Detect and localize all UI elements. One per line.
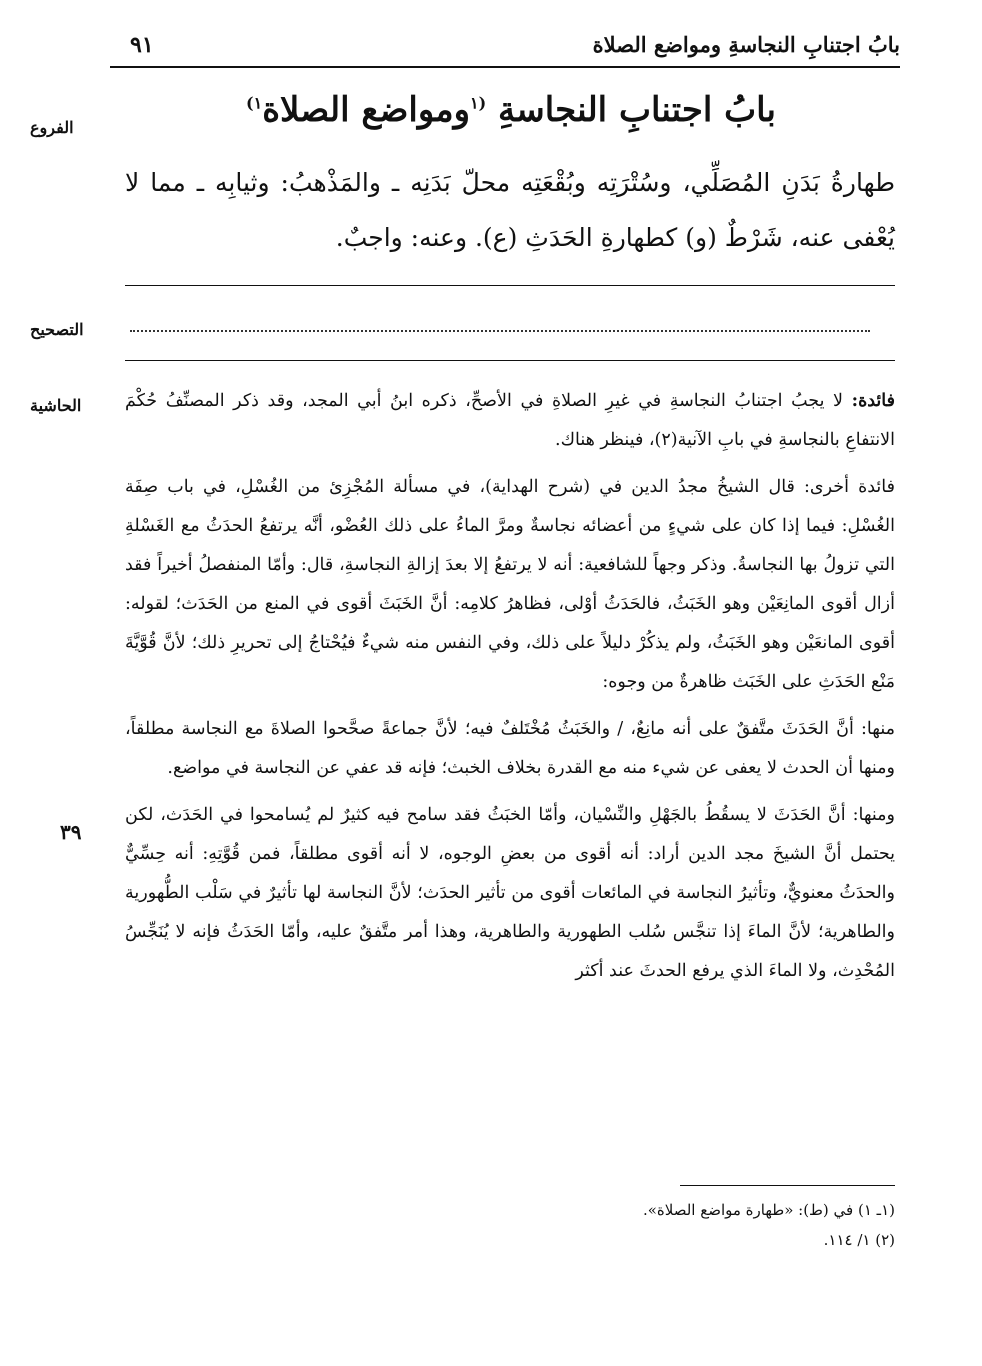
footnote-1: (١ـ ١) في (ط): «طهارة مواضع الصلاة». (642, 1201, 895, 1219)
chapter-title-part1: بابُ اجتنابِ النجاسةِ (486, 90, 776, 130)
folio-marker: ٣٩ (60, 820, 82, 844)
footnote-2: (٢) ١/ ١١٤. (823, 1231, 895, 1249)
commentary-paragraph: فائدة أخرى: قال الشيخُ مجدُ الدين في (شرح الهداية)، في مسألة المُجْزِئ من الغُسْلِ، في باب صِفَة الغُسْلِ: فيما إذا كان على شيءٍ من أعضائه نجاسةٌ ومرَّ الماءُ على ذلك العُضْو، أنَّه يرتفعُ الحدَثُ مع الغَسْلةِ التي تزولُ بها النجاسةُ. وذكر وجهاً للشافعية: أنه لا يرتفعُ إلا بعدَ إزالةِ النجاسةِ، قال: وأمّا المنفصلُ أخيراً فقد أزال أقوى المانِعَيْن وهو الخَبَثُ، فالحَدَثُ أوْلى، فظاهرُ كلامِه: أنَّ الخَبَثَ أقوى في المنع من الحَدَث؛ لقوله: أقوى المانعَيْن وهو الخَبَثُ، ولم يذكُرْ دليلاً على ذلك، وفي النفس منه شيءٌ فيُحْتاجُ إلى تحريرِ ذلك؛ لأنَّ قُوَّيَّةَ مَنْع الحَدَثِ على الخَبَث ظاهرةٌ من وجوه: (125, 477, 895, 692)
footnote-divider (680, 1185, 895, 1186)
footnote-ref-close: ١) (246, 93, 263, 113)
commentary-text: لا يجبُ اجتنابُ النجاسةِ في غيرِ الصلاةِ في الأصحِّ، ذكره ابنُ أبي المجد، وقد ذكر المصنِّفُ حُكْمَ الانتفاعِ بالنجاسةِ في بابِ الآنية(٢)، فينظر هناك. (125, 391, 895, 450)
running-head (110, 30, 900, 68)
divider-top (125, 285, 895, 286)
margin-label-furu: الفروع (30, 118, 74, 137)
commentary-paragraph (125, 382, 895, 460)
commentary-paragraph: منها: أنَّ الحَدَثَ متَّفقٌ على أنه مانِعٌ، / والخَبَثُ مُخْتَلفٌ فيه؛ لأنَّ جماعةً صحَّحوا الصلاةَ مع النجاسة مطلقاً، ومنها أن الحدث لا يعفى عن شيء منه مع القدرة بخلاف الخبث؛ فإنه قد عفي عن النجاسة في مواضع. (125, 719, 895, 778)
margin-label-tashih: التصحيح (30, 320, 84, 339)
correction-dotted-line (130, 330, 870, 332)
chapter-title-part2: ومواضع الصلاة (262, 90, 471, 130)
margin-label-hashiya: الحاشية (30, 396, 82, 415)
footnotes (125, 1195, 895, 1255)
page-number: ٩١ (130, 32, 154, 58)
footnote-ref-open: (١ (470, 93, 487, 113)
running-title: بابُ اجتنابِ النجاسةِ ومواضع الصلاة (592, 32, 900, 57)
chapter-title (130, 90, 892, 130)
divider-bottom (125, 360, 895, 361)
commentary (125, 382, 895, 999)
main-text: طهارةُ بَدَنِ المُصَلِّي، وسُتْرَتِه وبُقْعَتِه محلّ بَدَنِه ـ والمَذْهبُ: وثيابِه ـ مما لا يُعْفى عنه، شَرْطٌ (و) كطهارةِ الحَدَثِ (ع). وعنه: واجبٌ. (125, 168, 895, 252)
commentary-paragraph: ومنها: أنَّ الحَدَثَ لا يسقُطُ بالجَهْلِ والنِّسْيان، وأمّا الخبَثُ فقد سامح فيه كثيرٌ لم يُسامحوا في الحَدَث، لكن يحتمل أنَّ الشيخَ مجد الدين أراد: أنه أقوى من بعضِ الوجوه، لا أنه أقوى مطلقاً، فمن قُوَّتِهِ: أنه حِسِّيٌّ والحدَثُ معنويٌّ، وتأثيرُ النجاسة في المائعات أقوى من تأثير الحدَث؛ لأنَّ النجاسة لها تأثيرٌ في سَلْب الطُّهورية والطاهرية؛ لأنَّ الماءَ إذا تنجَّس سُلب الطهورية والطاهرية، وهذا أمر متَّفقٌ عليه، وأمّا الحَدَثُ فإنه لا يُنَجِّسُ المُحْدِث، ولا الماءَ الذي يرفع الحدثَ عند أكثر (125, 805, 895, 981)
commentary-lead: فائدة: (851, 391, 895, 411)
